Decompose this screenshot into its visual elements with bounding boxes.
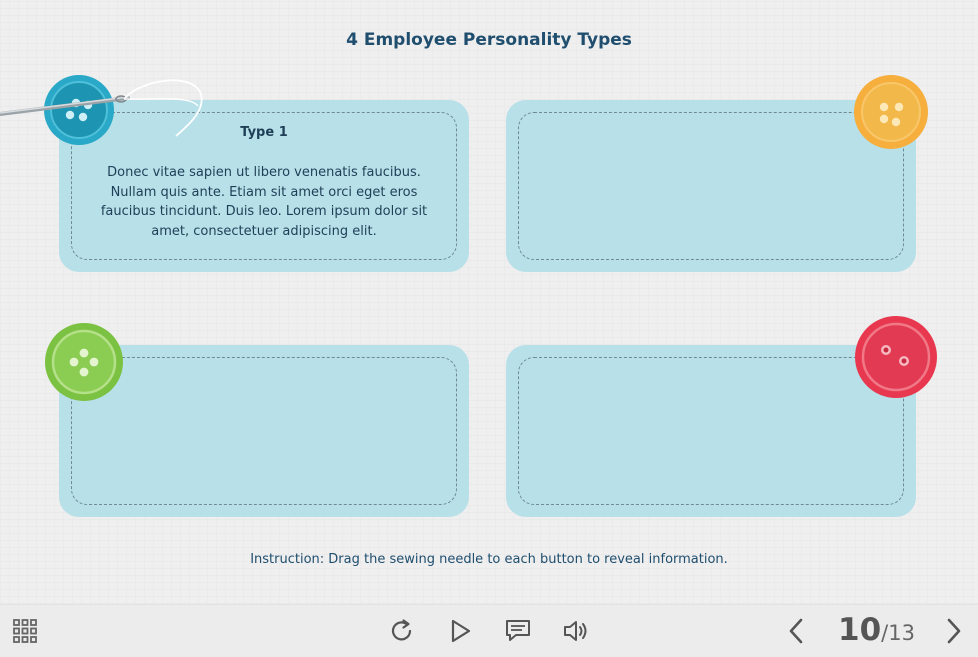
sewing-button-red-icon[interactable] bbox=[855, 316, 937, 398]
sewing-needle-icon[interactable] bbox=[0, 70, 220, 150]
prev-icon[interactable] bbox=[786, 617, 806, 645]
sewing-button-green-icon[interactable] bbox=[45, 323, 123, 401]
replay-icon[interactable] bbox=[389, 618, 415, 644]
card-stitch-border bbox=[518, 112, 904, 260]
sewing-button-orange-icon[interactable] bbox=[854, 75, 928, 149]
card-title: Type 1 bbox=[240, 125, 288, 140]
card-stitch-border bbox=[518, 357, 904, 505]
play-icon[interactable] bbox=[450, 619, 472, 643]
card-stitch-border bbox=[71, 357, 457, 505]
instruction-text: Instruction: Drag the sewing needle to each button to reveal information. bbox=[250, 552, 728, 567]
volume-icon[interactable] bbox=[563, 619, 589, 643]
page-separator: / bbox=[881, 621, 889, 645]
next-icon[interactable] bbox=[944, 617, 964, 645]
total-pages: 13 bbox=[888, 621, 915, 645]
current-page: 10 bbox=[838, 612, 882, 648]
comment-icon[interactable] bbox=[505, 619, 531, 643]
player-toolbar bbox=[0, 604, 978, 657]
card-body: Donec vitae sapien ut libero venenatis faucibus. Nullam quis ante. Etiam sit amet orci eget eros faucibus tincidunt. Duis leo. Lorem ipsum dolor sit amet, consectetuer adipiscing elit. bbox=[100, 165, 428, 239]
grid-menu-icon[interactable] bbox=[13, 619, 37, 643]
page-title: 4 Employee Personality Types bbox=[346, 30, 632, 50]
page-counter bbox=[838, 612, 915, 648]
